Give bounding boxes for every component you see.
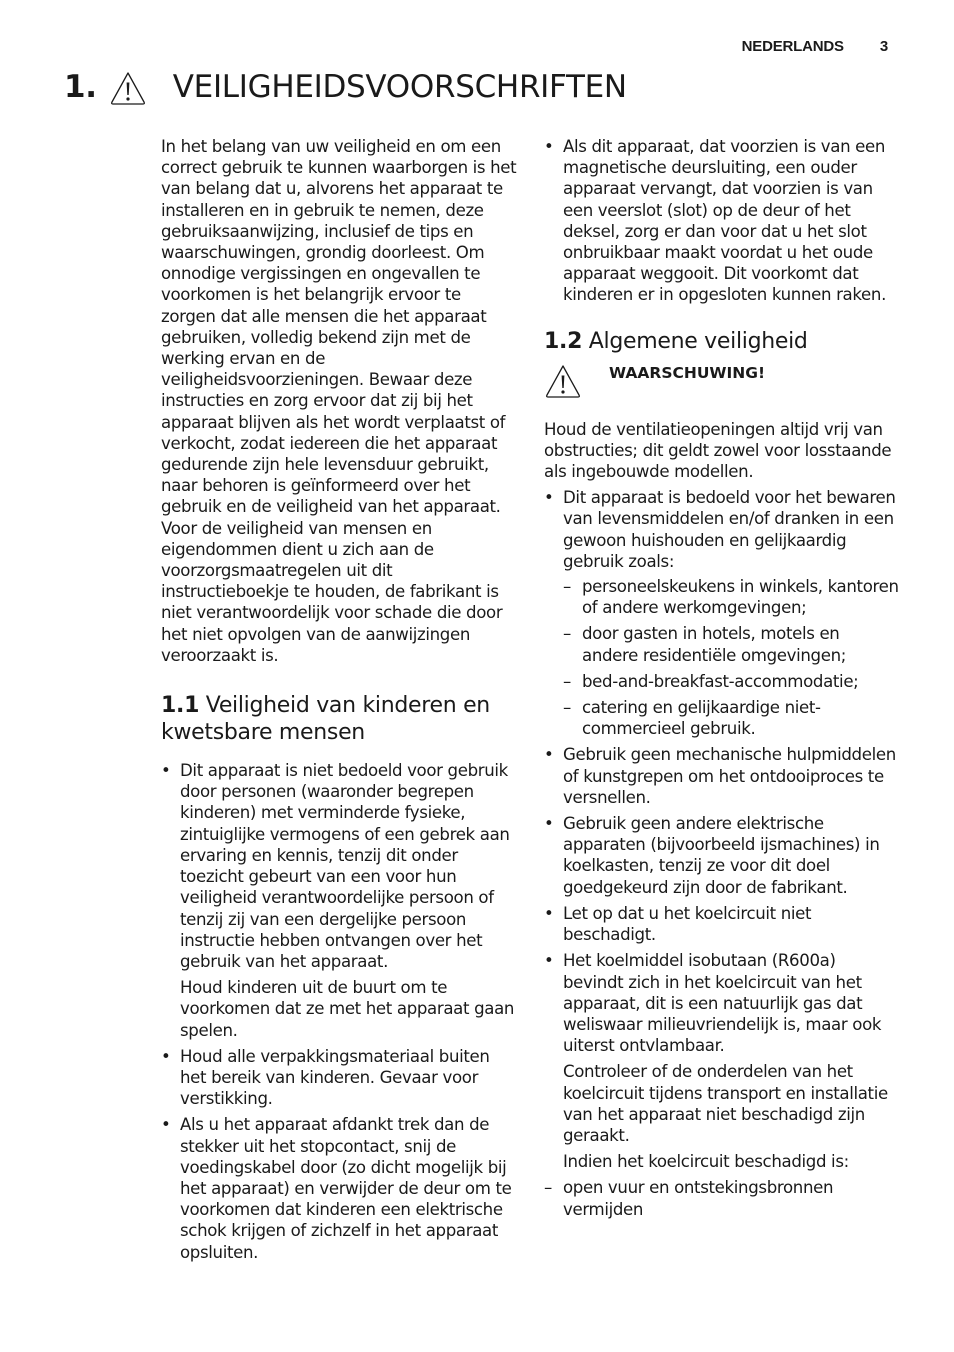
general-safety-list	[544, 487, 900, 1172]
bullet-extra-text: Controleer of de onderdelen van het koelcircuit tijdens transport en installatie van het apparaat niet beschadigd zijn geraakt.	[563, 1062, 888, 1145]
bullet-extra-text: Indien het koelcircuit beschadigd is:	[563, 1152, 849, 1172]
bullet-text: • Let op dat u het koelcircuit niet beschadigt.	[563, 903, 812, 945]
chapter-title	[64, 68, 627, 106]
intro-paragraph-1: In het belang van uw veiligheid en om een correct gebruik te kunnen waarborgen is het van belang dat u, alvorens het apparaat te installeren en in gebruik te nemen, deze gebruiksaanwijzing, inclusief de tips en waarschuwingen, grondig doorleest. Om onnodige vergissingen en ongevallen te voorkomen is het belangrijk ervoor te zorgen dat alle mensen die het apparaat gebruiken, volledig bekend zijn met de werking ervan en de veiligheidsvoorzieningen. Bewaar deze instructies en zorg ervoor dat zij bij het apparaat blijven als het wordt verplaatst of verkocht, zodat iedereen die het apparaat gedurende zijn hele levensduur gebruikt, naar behoren is geïnformeerd over het gebruik en de veiligheid van het apparaat.	[161, 137, 517, 517]
right-column	[544, 136, 900, 1225]
warning-box	[544, 363, 900, 399]
left-column	[161, 136, 519, 1268]
section-title: Algemene veiligheid	[588, 328, 808, 354]
page-number: 3	[879, 38, 888, 55]
list-item	[544, 813, 900, 898]
list-item	[161, 760, 519, 1041]
sublist-item: – door gasten in hotels, motels en andere residentiële omgevingen;	[563, 623, 900, 665]
section-number: 1.2	[544, 328, 583, 354]
usage-sublist	[563, 576, 900, 739]
children-safety-list	[161, 760, 519, 1263]
sublist-item: – personeelskeukens in winkels, kantoren of andere werkomgevingen;	[563, 576, 900, 618]
header-language: NEDERLANDS	[741, 38, 844, 55]
bullet-text: • Gebruik geen andere elektrische apparaten (bijvoorbeeld ijsmachines) in koelkasten, tenzij ze voor dit doel goedgekeurd zijn door de fabrikant.	[563, 814, 880, 897]
children-safety-list-continued	[544, 136, 900, 306]
sublist-item: – catering en gelijkaardige niet-commercieel gebruik.	[563, 697, 900, 739]
running-header	[742, 38, 888, 55]
bullet-text: • Dit apparaat is niet bedoeld voor gebruik door personen (waaronder begrepen kinderen) met verminderde fysieke, zintuiglijke vermogens of een gebrek aan ervaring en kennis, tenzij dit onder toezicht gebeurt van een voor hun veiligheid verantwoordelijke persoon of tenzij zij van een dergelijke persoon instructie hebben ontvangen over het gebruik van het apparaat.	[180, 761, 510, 971]
section-title: Veiligheid van kinderen en kwetsbare mensen	[161, 693, 490, 746]
warning-triangle-icon	[544, 363, 582, 399]
sublist-item: – bed-and-breakfast-accommodatie;	[563, 671, 900, 692]
chapter-number: 1.	[64, 69, 97, 105]
warning-text: Houd de ventilatieopeningen altijd vrij van obstructies; dit geldt zowel voor losstaande als ingebouwde modellen.	[544, 419, 892, 482]
list-item	[544, 950, 900, 1172]
chapter-heading: VEILIGHEIDSVOORSCHRIFTEN	[172, 69, 627, 105]
intro-paragraph-2: Voor de veiligheid van mensen en eigendommen dient u zich aan de voorzorgsmaatregelen uit dit instructieboekje te houden, de fabrikant is niet verantwoordelijk voor schade die door het niet opvolgen van de aanwijzingen veroorzaakt is.	[161, 518, 503, 665]
bullet-text: • Als u het apparaat afdankt trek dan de stekker uit het stopcontact, snij de voedingskabel door (zo dicht mogelijk bij het apparaat) en verwijder de deur om te voorkomen dat kinderen een elektrische schok krijgen of zichzelf in het apparaat opsluiten.	[180, 1115, 512, 1262]
bullet-text: • Houd alle verpakkingsmateriaal buiten het bereik van kinderen. Gevaar voor verstikking.	[180, 1046, 490, 1109]
list-item	[544, 744, 900, 808]
list-item	[544, 487, 900, 739]
section-1-1-heading	[161, 692, 519, 746]
list-item	[161, 1046, 519, 1110]
bullet-text: • Het koelmiddel isobutaan (R600a) bevindt zich in het koelcircuit van het apparaat, dit is een natuurlijk gas dat weliswaar milieuvriendelijk is, maar ook uiterst ontvlambaar.	[563, 951, 882, 1056]
section-1-2-heading	[544, 328, 900, 355]
bullet-text: • Als dit apparaat, dat voorzien is van een magnetische deursluiting, een ouder apparaat vervangt, dat voorzien is van een veerslot (slot) op de deur of het deksel, zorg er dan voor dat u het slot onbruikbaar maakt voordat u het oude apparaat weggooit. Dit voorkomt dat kinderen er in opgesloten kunnen raken.	[563, 137, 886, 305]
section-number: 1.1	[161, 693, 200, 719]
warning-label: WAARSCHUWING!	[609, 363, 766, 382]
bullet-text: • Dit apparaat is bedoeld voor het bewaren van levensmiddelen en/of dranken in een gewoon huishouden en gelijkaardig gebruik zoals:	[563, 488, 896, 571]
list-item	[544, 136, 900, 306]
damage-sublist	[544, 1177, 900, 1219]
bullet-extra-text: Houd kinderen uit de buurt om te voorkomen dat ze met het apparaat gaan spelen.	[180, 978, 515, 1040]
list-item	[161, 1114, 519, 1262]
bullet-text: • Gebruik geen mechanische hulpmiddelen of kunstgrepen om het ontdooiproces te versnellen.	[563, 745, 896, 807]
sublist-item: – open vuur en ontstekingsbronnen vermijden	[544, 1177, 900, 1219]
warning-triangle-icon	[109, 70, 147, 106]
list-item	[544, 903, 900, 945]
